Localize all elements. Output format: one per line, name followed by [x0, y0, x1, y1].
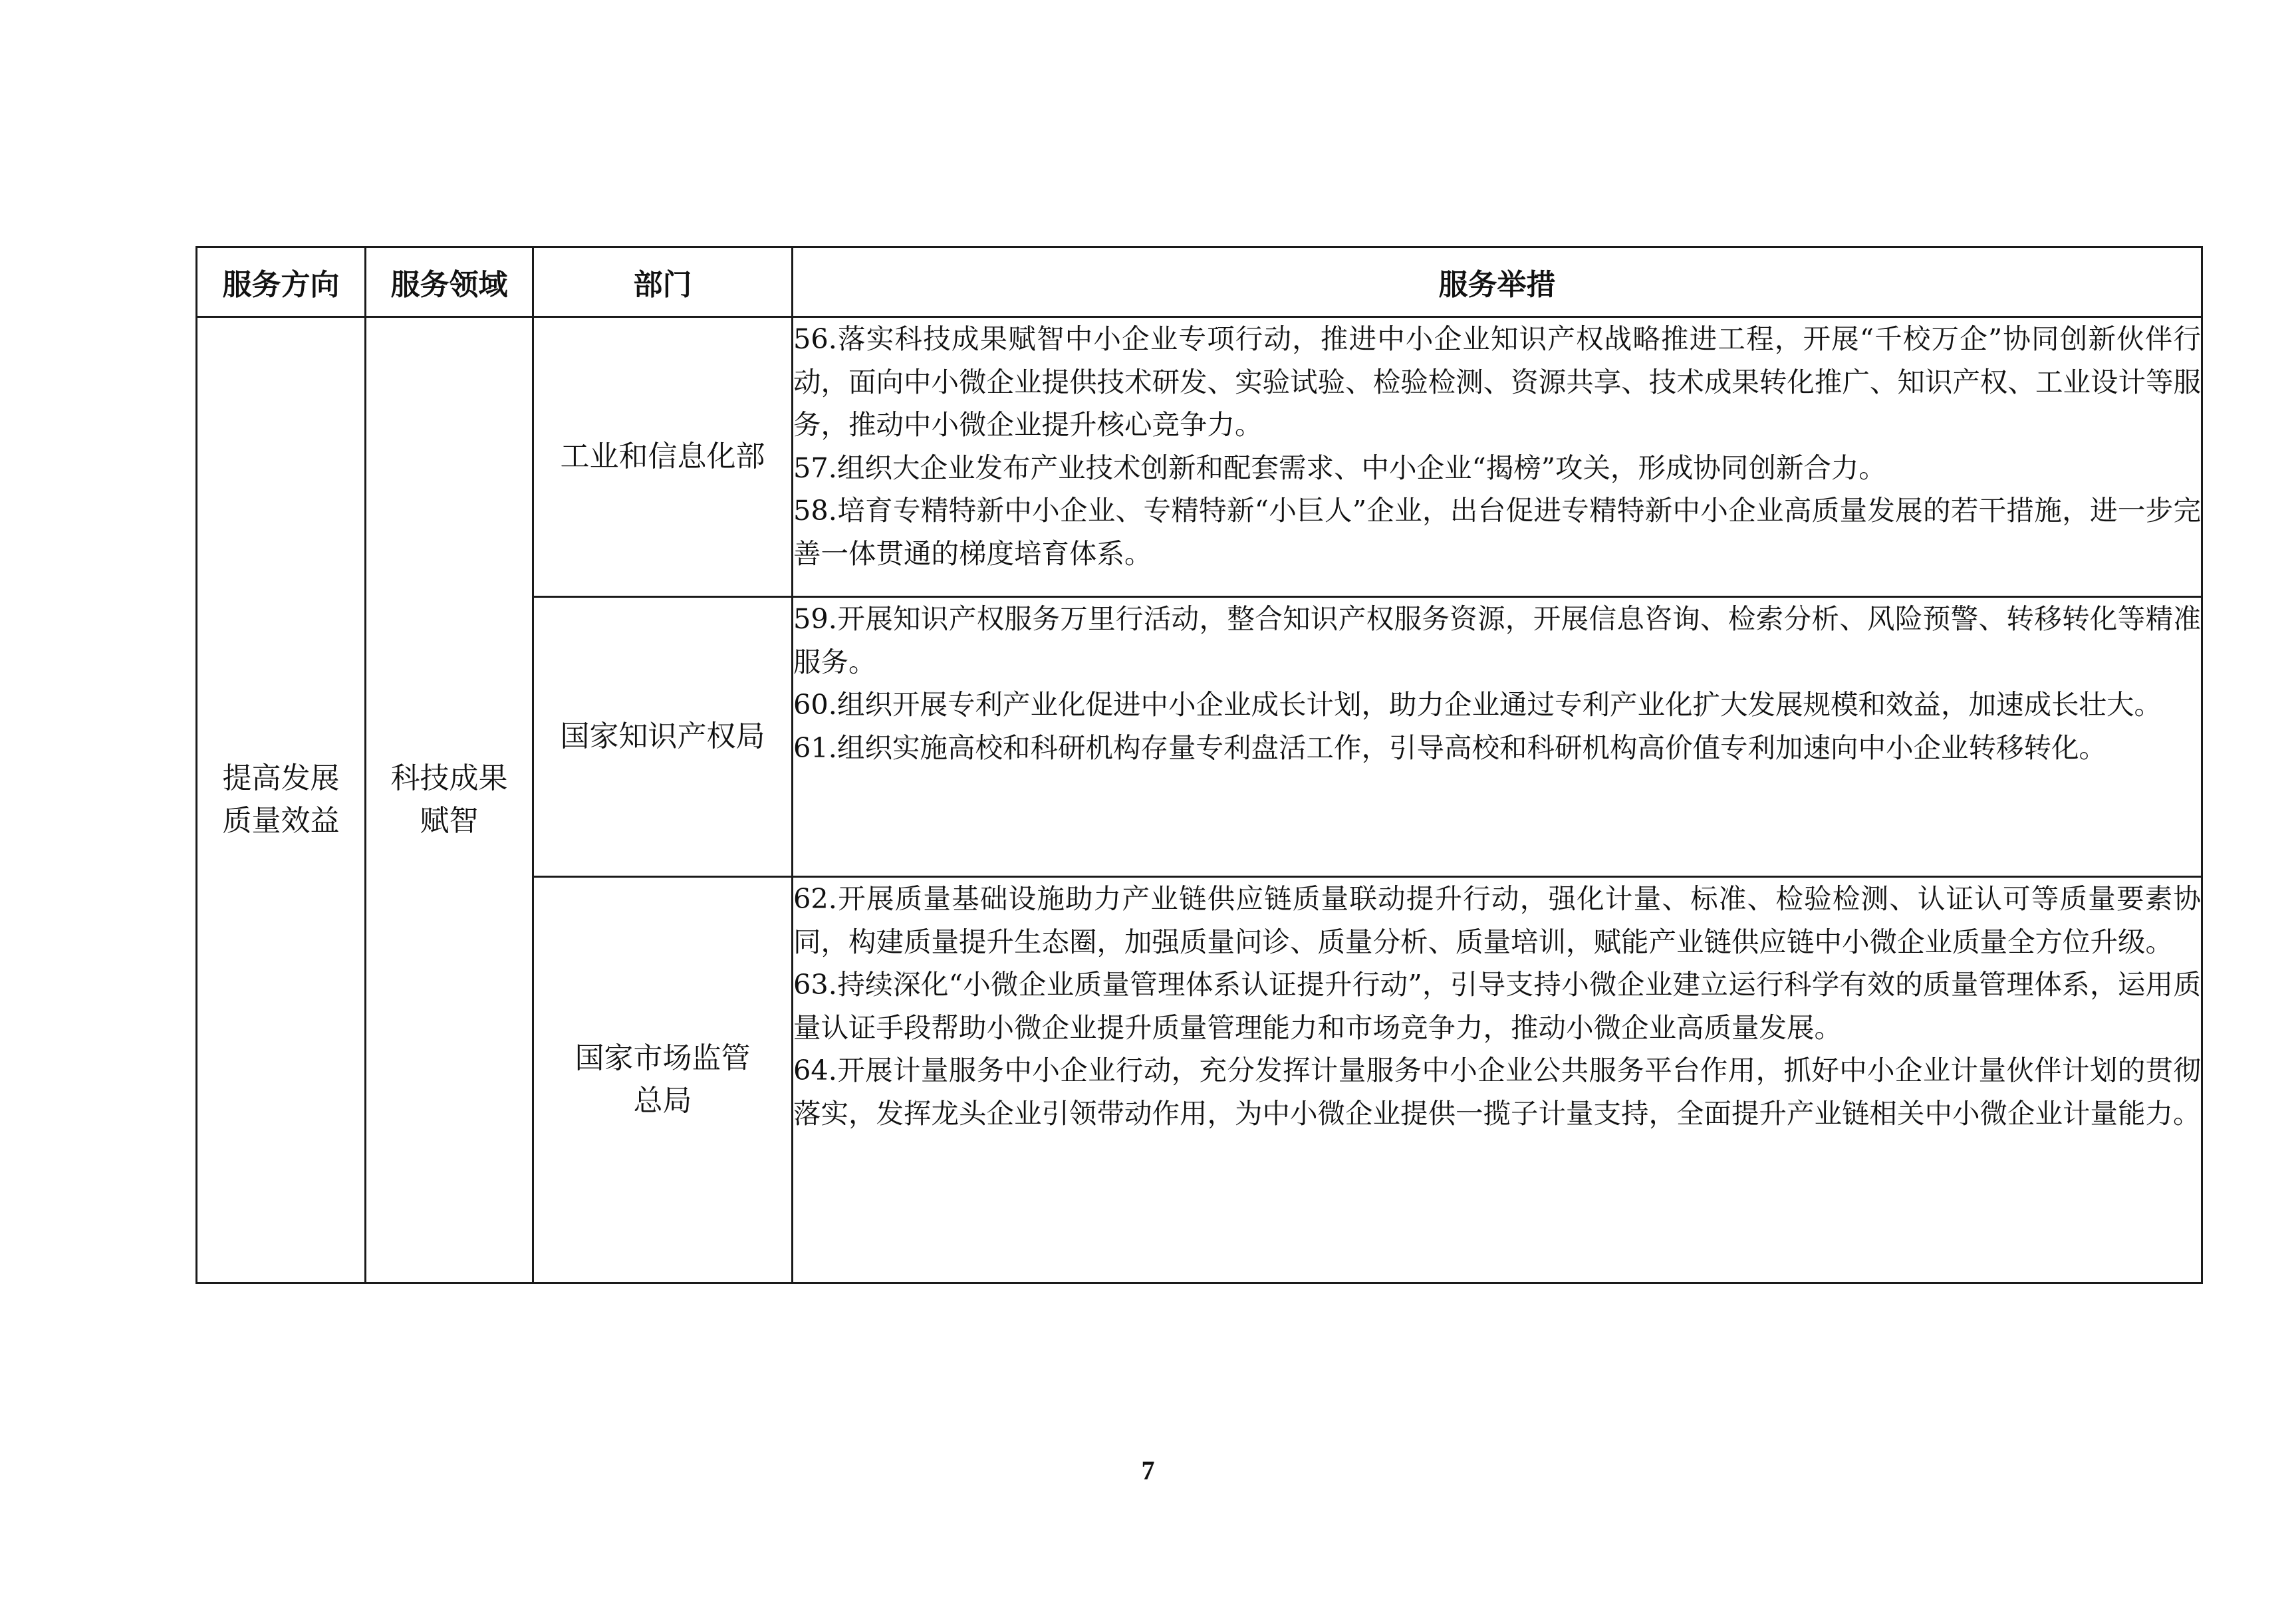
measure-item: 56.落实科技成果赋智中小企业专项行动，推进中小企业知识产权战略推进工程，开展“千校万企”协同创新伙伴行动，面向中小微企业提供技术研发、实验试验、检验检测、资源共享、技术成果转化推广、知识产权、工业设计等服务，推动中小微企业提升核心竞争力。 [793, 322, 2201, 441]
service-field-text: 科技成果 赋智 [390, 761, 508, 838]
measures-cell [793, 597, 2202, 877]
measure-item: 64.开展计量服务中小企业行动，充分发挥计量服务中小企业公共服务平台作用，抓好中小企业计量伙伴计划的贯彻落实，发挥龙头企业引领带动作用，为中小微企业提供一揽子计量支持，全面提升产业链相关中小微企业计量能力。 [793, 1054, 2201, 1130]
measure-item: 63.持续深化“小微企业质量管理体系认证提升行动”，引导支持小微企业建立运行科学有效的质量管理体系，运用质量认证手段帮助小微企业提升质量管理能力和市场竞争力，推动小微企业高质量发展。 [793, 968, 2201, 1044]
header-service-measures: 服务举措 [793, 247, 2202, 317]
measure-item: 61.组织实施高校和科研机构存量专利盘活工作，引导高校和科研机构高价值专利加速向中小企业转移转化。 [793, 731, 2107, 764]
measure-item: 58.培育专精特新中小企业、专精特新“小巨人”企业，出台促进专精特新中小企业高质量发展的若干措施，进一步完善一体贯通的梯度培育体系。 [793, 494, 2201, 570]
service-direction-text: 提高发展 质量效益 [222, 761, 340, 838]
service-field-cell [366, 317, 533, 1283]
service-measures-table [195, 246, 2203, 1284]
header-service-field: 服务领域 [366, 247, 533, 317]
department-name: 国家市场监管 总局 [574, 1041, 751, 1118]
department-name: 工业和信息化部 [560, 439, 765, 473]
department-cell [533, 317, 793, 597]
department-name: 国家知识产权局 [560, 719, 765, 753]
measure-item: 57.组织大企业发布产业技术创新和配套需求、中小企业“揭榜”攻关，形成协同创新合力。 [793, 451, 1886, 484]
header-department: 部门 [533, 247, 793, 317]
page-number: 7 [1141, 1455, 1155, 1485]
department-cell [533, 597, 793, 877]
header-service-direction: 服务方向 [197, 247, 366, 317]
service-direction-cell [197, 317, 366, 1283]
measures-cell [793, 877, 2202, 1283]
table-header-row [197, 247, 2202, 317]
measure-item: 59.开展知识产权服务万里行活动，整合知识产权服务资源，开展信息咨询、检索分析、风险预警、转移转化等精准服务。 [793, 602, 2201, 678]
department-cell [533, 877, 793, 1283]
measure-item: 62.开展质量基础设施助力产业链供应链质量联动提升行动，强化计量、标准、检验检测、认证认可等质量要素协同，构建质量提升生态圈，加强质量问诊、质量分析、质量培训，赋能产业链供应链中小微企业质量全方位升级。 [793, 882, 2201, 958]
measure-item: 60.组织开展专利产业化促进中小企业成长计划，助力企业通过专利产业化扩大发展规模和效益，加速成长壮大。 [793, 688, 2162, 721]
measures-cell [793, 317, 2202, 597]
table-row [197, 317, 2202, 597]
